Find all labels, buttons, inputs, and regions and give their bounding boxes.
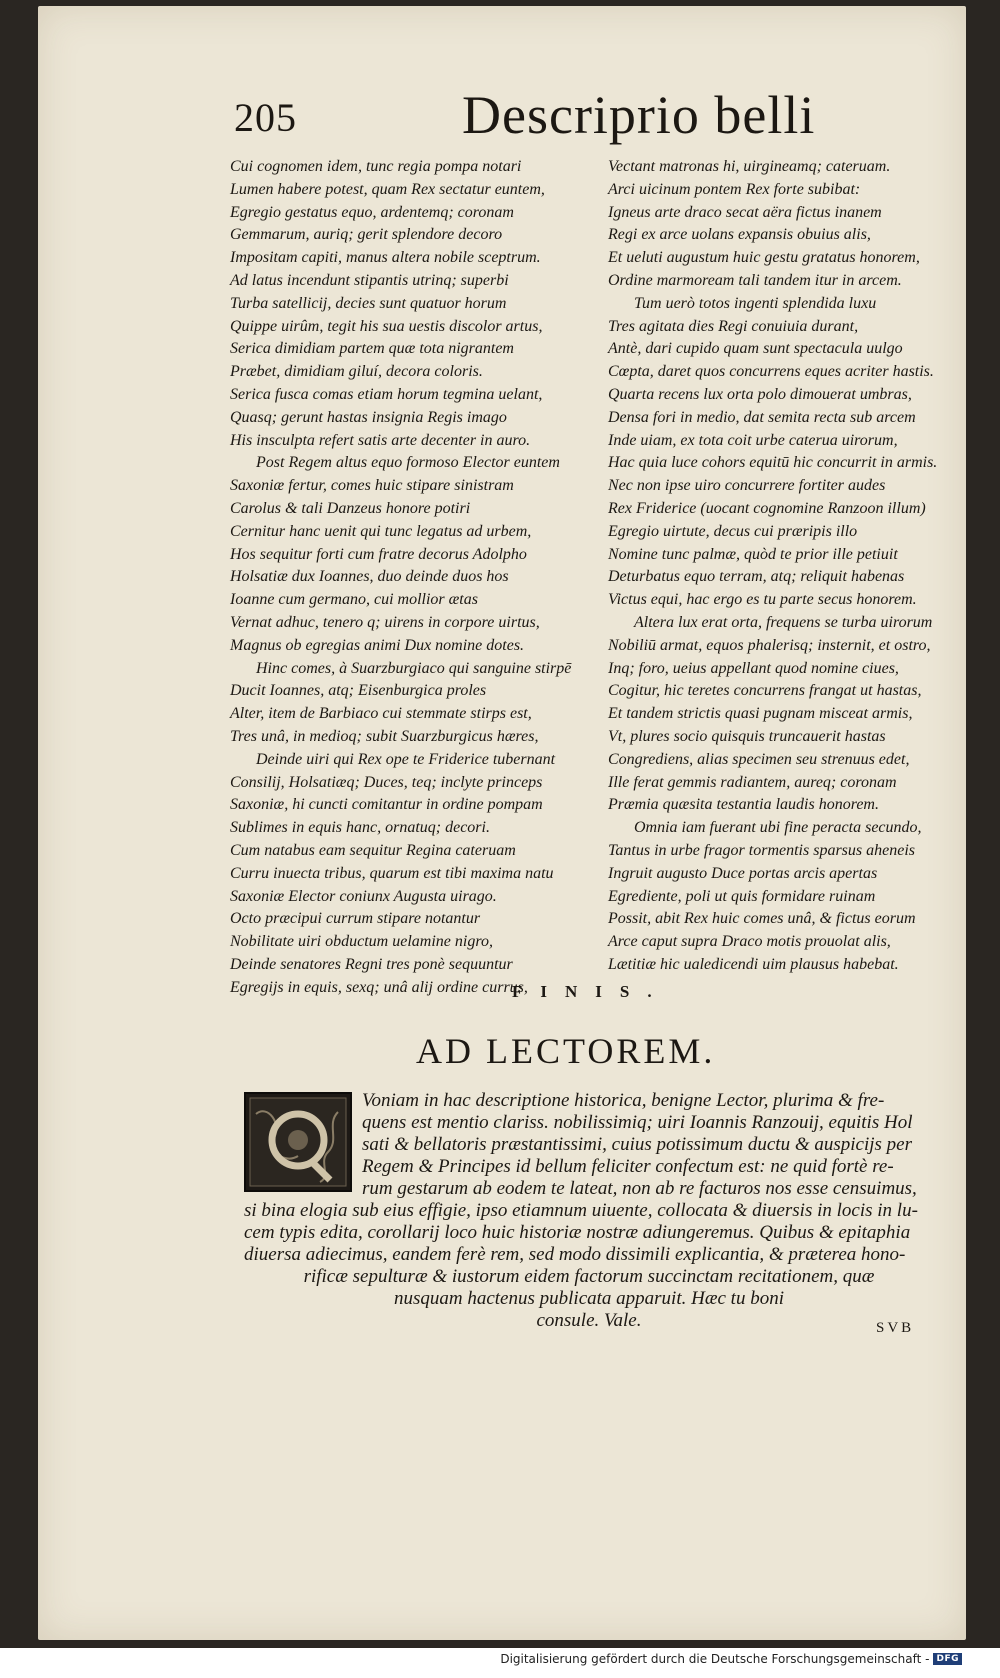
verse-line: Cernitur hanc uenit qui tunc legatus ad urbem, bbox=[230, 522, 532, 540]
verse-line: Carolus & tali Danzeus honore potiri bbox=[230, 499, 471, 517]
verse-line: Nomine tunc palmæ, quòd te prior ille petiuit bbox=[608, 545, 898, 563]
verse-line: Regi ex arce uolans expansis obuius alis, bbox=[608, 226, 871, 244]
preface-lines-beside-initial bbox=[362, 1090, 932, 1200]
right-verse-column bbox=[608, 156, 953, 977]
running-head bbox=[38, 84, 966, 164]
dfg-logo: DFG bbox=[933, 1653, 962, 1665]
verse-line: Turba satellicij, decies sunt quatuor horum bbox=[230, 294, 507, 312]
verse-line: Et ueluti augustum huic gestu gratatus honorem, bbox=[608, 249, 920, 267]
verse-line: Lætitiæ hic ualedicendi uim plausus habebat. bbox=[608, 955, 899, 973]
verse-line: Præmia quæsita testantia laudis honorem. bbox=[608, 796, 879, 814]
verse-line: Magnus ob egregias animi Dux nomine dotes. bbox=[230, 636, 525, 654]
verse-line: Impositam capiti, manus altera nobile sceptrum. bbox=[230, 249, 541, 267]
preface-line: Voniam in hac descriptione historica, benigne Lector, plurima & fre- bbox=[362, 1090, 885, 1111]
ad-lectorem-heading: AD LECTOREM. bbox=[416, 1031, 716, 1071]
page-number: 205 bbox=[234, 95, 297, 140]
verse-line: Post Regem altus equo formoso Elector euntem bbox=[256, 454, 560, 472]
verse-line: Ducit Ioannes, atq; Eisenburgica proles bbox=[230, 682, 487, 700]
verse-line: Serica dimidiam partem quæ tota nigrantem bbox=[230, 340, 514, 358]
preface-line: si bina elogia sub eius effigie, ipso etiamnum uiuente, collocata & diuersis in locis in lu- bbox=[244, 1200, 918, 1221]
verse-line: Egregijs in equis, sexq; unâ alij ordine currus, bbox=[230, 978, 528, 996]
verse-line: Saxoniæ, hi cuncti comitantur in ordine pompam bbox=[230, 796, 543, 814]
verse-line: Ingruit augusto Duce portas arcis apertas bbox=[608, 864, 878, 882]
preface-line: consule. Vale. bbox=[536, 1310, 642, 1331]
verse-line: Consilij, Holsatiæq; Duces, teq; inclyte princeps bbox=[230, 773, 543, 791]
preface-full-lines bbox=[244, 1200, 934, 1266]
verse-line: Egregio gestatus equo, ardentemq; coronam bbox=[230, 203, 514, 221]
verse-line: Curru inuecta tribus, quarum est tibi maxima natu bbox=[230, 864, 554, 882]
left-verse-column bbox=[230, 156, 590, 999]
verse-line: Deinde uiri qui Rex ope te Friderice tubernant bbox=[256, 750, 556, 768]
verse-line: Cogitur, hic teretes concurrens frangat ut hastas, bbox=[608, 682, 922, 700]
verse-line: Saxoniæ fertur, comes huic stipare sinistram bbox=[230, 477, 514, 495]
verse-line: Quippe uirûm, tegit his sua uestis discolor artus, bbox=[230, 317, 543, 335]
preface-line: cem typis edita, corollarij loco huic historiæ nostræ adiungeremus. Quibus & epitaphia bbox=[244, 1222, 911, 1243]
verse-line: Inde uiam, ex tota coit urbe caterua uirorum, bbox=[608, 431, 898, 449]
preface-line: sati & bellatoris præstantissimi, cuius potissimum ductu & auspicijs per bbox=[362, 1134, 912, 1155]
verse-line: Hos sequitur forti cum fratre decorus Adolpho bbox=[230, 545, 527, 563]
verse-line: Cum natabus eam sequitur Regina cateruam bbox=[230, 841, 516, 859]
verse-line: Ille ferat gemmis radiantem, aureq; coronam bbox=[608, 773, 897, 791]
verse-line: Nec non ipse uiro concurrere fortiter audes bbox=[608, 477, 886, 495]
verse-line: Tantus in urbe fragor tormentis sparsus aheneis bbox=[608, 841, 915, 859]
verse-line: Egregio uirtute, decus cui præripis illo bbox=[608, 522, 858, 540]
verse-line: Holsatiæ dux Ioannes, duo deinde duos hos bbox=[230, 568, 509, 586]
verse-line: Possit, abit Rex huic comes unâ, & fictus eorum bbox=[608, 910, 916, 928]
footer-credit: Digitalisierung gefördert durch die Deutsche Forschungsgemeinschaft - bbox=[500, 1652, 930, 1666]
verse-line: Octo præcipui currum stipare notantur bbox=[230, 910, 481, 928]
preface-closing-lines bbox=[244, 1266, 934, 1332]
verse-line: Densa fori in medio, dat semita recta sub arcem bbox=[608, 408, 916, 426]
verse-line: Præbet, dimidiam giluí, decora coloris. bbox=[230, 363, 483, 381]
preface-line: diuersa adiecimus, eandem ferè rem, sed modo dissimili explicantia, & præterea hono- bbox=[244, 1244, 906, 1265]
verse-line: Hac quia luce cohors equitū hic concurrit in armis. bbox=[608, 454, 938, 472]
preface-line: quens est mentio clariss. nobilissimiq; uiri Ioannis Ranzouij, equitis Hol bbox=[362, 1112, 913, 1133]
verse-line: Tres agitata dies Regi conuiuia durant, bbox=[608, 317, 859, 335]
catchword: SVB bbox=[876, 1320, 915, 1336]
verse-line: Nobiliū armat, equos phalerisq; insternit, et ostro, bbox=[608, 636, 931, 654]
verse-line: Vt, plures socio quisquis truncauerit hastas bbox=[608, 727, 886, 745]
verse-line: Alter, item de Barbiaco cui stemmate stirps est, bbox=[230, 705, 532, 723]
verse-line: Ordine marmoream tali tandem itur in arcem. bbox=[608, 271, 902, 289]
verse-line: Quarta recens lux orta polo dimouerat umbras, bbox=[608, 385, 912, 403]
verse-line: Serica fusca comas etiam horum tegmina uelant, bbox=[230, 385, 543, 403]
digitization-footer bbox=[500, 1652, 962, 1666]
decorated-initial-q-icon bbox=[244, 1092, 352, 1192]
verse-line: Et tandem strictis quasi pugnam misceat armis, bbox=[608, 705, 913, 723]
verse-line: Egrediente, poli ut quis formidare ruinam bbox=[608, 887, 876, 905]
verse-line: Antè, dari cupido quam sunt spectacula uulgo bbox=[608, 340, 903, 358]
verse-line: Hinc comes, à Suarzburgiaco qui sanguine stirpē bbox=[256, 659, 572, 677]
verse-line: Saxoniæ Elector coniunx Augusta uirago. bbox=[230, 887, 497, 905]
verse-line: Ioanne cum germano, cui mollior ætas bbox=[230, 591, 478, 609]
preface-line: rificæ sepulturæ & iustorum eidem factorum succinctam recitationem, quæ bbox=[303, 1266, 875, 1287]
verse-line: Rex Friderice (uocant cognomine Ranzoon illum) bbox=[608, 499, 926, 517]
verse-line: Omnia iam fuerant ubi fine peracta secundo, bbox=[634, 819, 922, 837]
verse-line: Inq; foro, ueius appellant quod nomine ciues, bbox=[608, 659, 899, 677]
verse-line: His insculpta refert satis arte decenter in auro. bbox=[230, 431, 531, 449]
verse-line: Gemmarum, auriq; gerit splendore decoro bbox=[230, 226, 503, 244]
verse-line: Arce caput supra Draco motis prouolat alis, bbox=[608, 933, 891, 951]
verse-line: Tres unâ, in medioq; subit Suarzburgicus hæres, bbox=[230, 727, 539, 745]
verse-line: Cœpta, daret quos concurrens eques acriter hastis. bbox=[608, 363, 934, 381]
verse-line: Quasq; gerunt hastas insignia Regis imago bbox=[230, 408, 507, 426]
verse-line: Nobilitate uiri obductum uelamine nigro, bbox=[230, 933, 493, 951]
preface-line: rum gestarum ab eodem te lateat, non ab re facturos nos esse censuimus, bbox=[362, 1178, 917, 1199]
verse-line: Igneus arte draco secat aëra fictus inanem bbox=[608, 203, 882, 221]
verse-line: Altera lux erat orta, frequens se turba uirorum bbox=[634, 613, 933, 631]
book-page bbox=[38, 6, 966, 1640]
preface-line: Regem & Principes id bellum feliciter confectum est: ne quid fortè re- bbox=[362, 1156, 894, 1177]
verse-line: Ad latus incendunt stipantis utrinq; superbi bbox=[230, 271, 509, 289]
verse-line: Cui cognomen idem, tunc regia pompa notari bbox=[230, 158, 522, 175]
verse-line: Deinde senatores Regni tres ponè sequuntur bbox=[230, 955, 513, 973]
verse-line: Victus equi, hac ergo es tu parte secus honorem. bbox=[608, 591, 917, 609]
verse-line: Arci uicinum pontem Rex forte subibat: bbox=[608, 180, 861, 198]
verse-line: Vectant matronas hi, uirgineamq; cateruam. bbox=[608, 158, 891, 175]
verse-line: Vernat adhuc, tenero q; uirens in corpore uirtus, bbox=[230, 613, 540, 631]
verse-line: Lumen habere potest, quam Rex sectatur euntem, bbox=[230, 180, 545, 198]
finis-mark: FINIS. bbox=[512, 982, 670, 1001]
verse-line: Congrediens, alias specimen seu strenuus edet, bbox=[608, 750, 910, 768]
verse-line: Deturbatus equo terram, atq; reliquit habenas bbox=[608, 568, 905, 586]
verse-line: Tum uerò totos ingenti splendida luxu bbox=[634, 294, 877, 312]
preface-line: nusquam hactenus publicata apparuit. Hæc tu boni bbox=[393, 1288, 784, 1309]
verse-line: Sublimes in equis hanc, ornatuq; decori. bbox=[230, 819, 490, 837]
running-title: Descriprio belli bbox=[462, 85, 816, 145]
